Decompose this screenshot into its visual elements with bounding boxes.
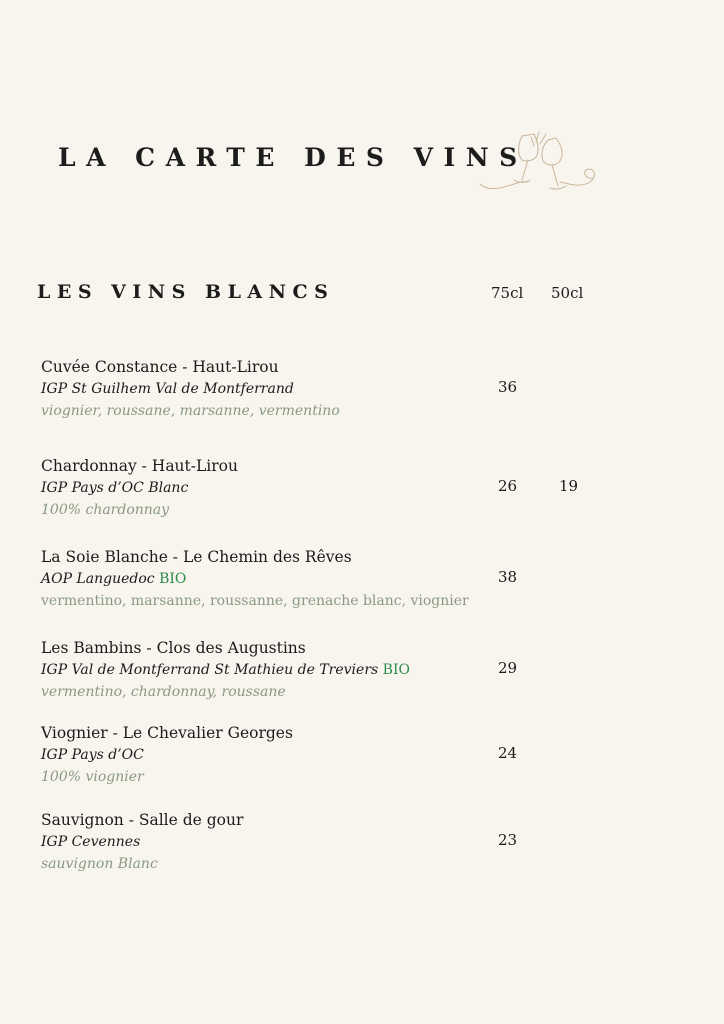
price-75cl: 24 xyxy=(498,744,518,762)
price-75cl: 23 xyxy=(498,831,518,849)
bio-badge: BIO xyxy=(382,662,410,678)
wine-item xyxy=(41,637,681,703)
price-75cl: 26 xyxy=(498,477,518,495)
wine-item xyxy=(41,356,681,422)
wine-grapes: vermentino, chardonnay, roussane xyxy=(41,684,286,700)
section-title: LES VINS BLANCS xyxy=(37,281,335,303)
wine-name: Viognier - Le Chevalier Georges xyxy=(41,724,293,742)
wine-grapes: 100% viognier xyxy=(41,769,144,785)
column-header-75cl: 75cl xyxy=(491,284,524,302)
price-75cl: 38 xyxy=(498,568,518,586)
wine-item xyxy=(41,722,681,788)
wine-appellation: IGP St Guilhem Val de Montferrand xyxy=(41,381,294,397)
wine-appellation: IGP Cevennes xyxy=(41,834,141,850)
wine-name: Les Bambins - Clos des Augustins xyxy=(41,639,306,657)
wine-item xyxy=(41,455,681,521)
wine-glasses-icon xyxy=(476,128,600,198)
wine-appellation: IGP Pays d’OC Blanc xyxy=(41,480,189,496)
price-75cl: 36 xyxy=(498,378,518,396)
price-75cl: 29 xyxy=(498,659,518,677)
wine-name: Chardonnay - Haut-Lirou xyxy=(41,457,238,475)
wine-appellation: IGP Val de Montferrand St Mathieu de Treviers BIO xyxy=(41,662,410,678)
wine-grapes: sauvignon Blanc xyxy=(41,856,158,872)
price-50cl: 19 xyxy=(559,477,579,495)
wine-grapes: 100% chardonnay xyxy=(41,502,170,518)
wine-name: Cuvée Constance - Haut-Lirou xyxy=(41,358,279,376)
wine-name: Sauvignon - Salle de gour xyxy=(41,811,244,829)
wine-grapes: viognier, roussane, marsanne, vermentino xyxy=(41,403,340,419)
wine-item xyxy=(41,546,681,612)
wine-appellation: AOP Languedoc BIO xyxy=(41,571,187,587)
wine-item xyxy=(41,809,681,875)
wine-grapes: vermentino, marsanne, roussanne, grenache blanc, viognier xyxy=(41,593,469,609)
page-title: LA CARTE DES VINS xyxy=(58,143,528,172)
wine-appellation: IGP Pays d’OC xyxy=(41,747,144,763)
wine-name: La Soie Blanche - Le Chemin des Rêves xyxy=(41,548,352,566)
bio-badge: BIO xyxy=(159,571,187,587)
column-header-50cl: 50cl xyxy=(551,284,584,302)
